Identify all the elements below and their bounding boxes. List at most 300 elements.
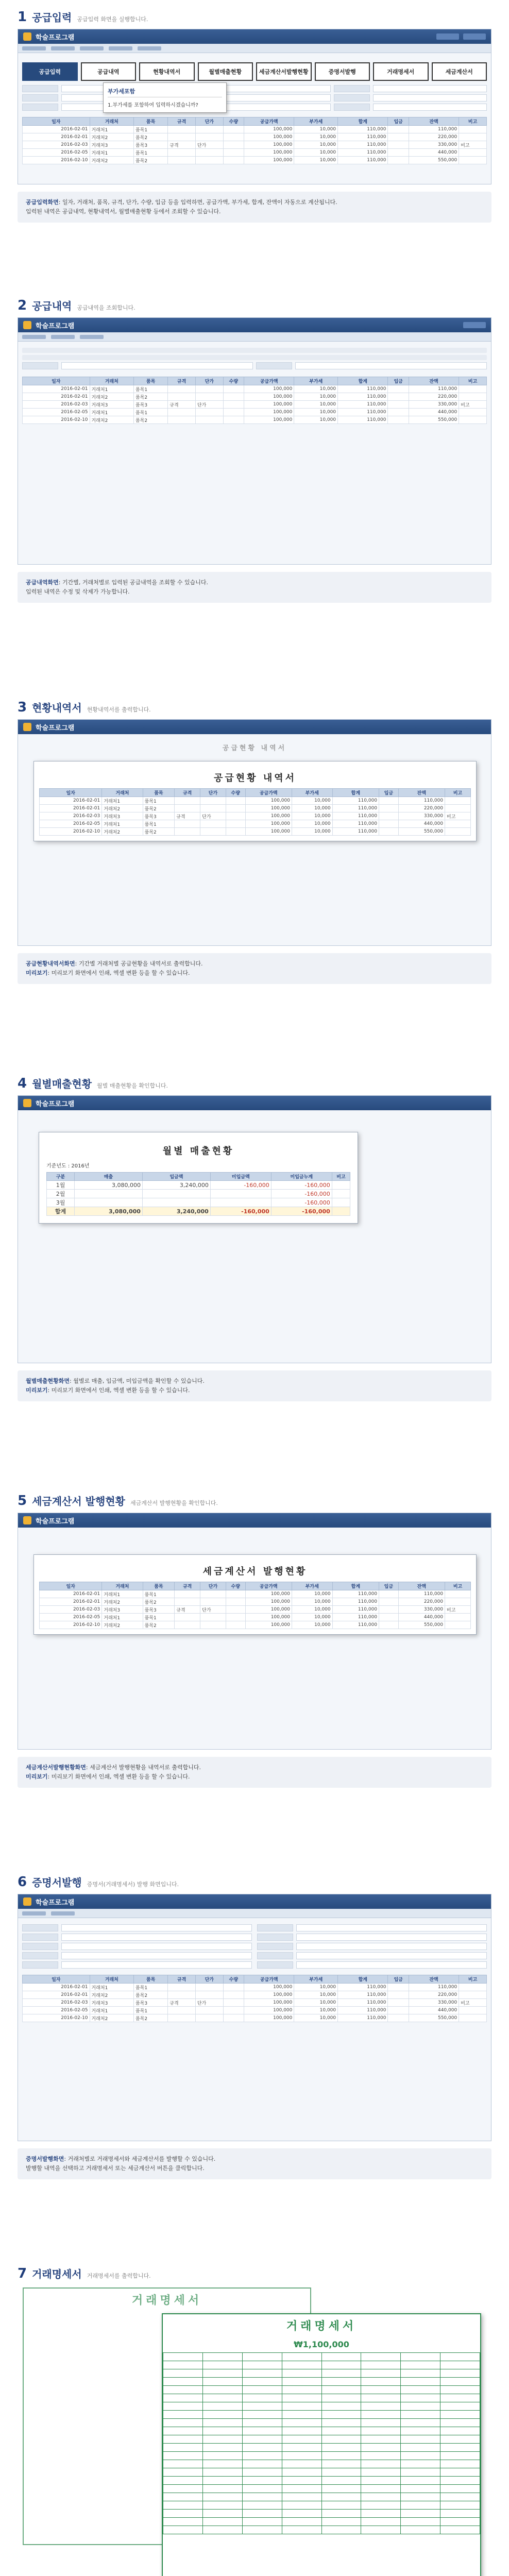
table-cell [459,133,487,141]
table-cell: 2월 [47,1190,75,1198]
table-cell: 100,000 [244,133,294,141]
table-row[interactable] [40,805,471,812]
table-cell: 440,000 [409,409,459,416]
form-cell [321,2353,361,2361]
top-button[interactable] [463,33,486,40]
column-header[interactable]: 잔액 [409,117,459,126]
form-cell [242,2444,282,2452]
form-cell [401,2526,440,2534]
column-header[interactable]: 품목 [133,117,167,126]
menu-item[interactable] [80,46,104,50]
table-cell: 품목1 [143,797,175,805]
form-cell [401,2452,440,2460]
description-box [18,572,491,603]
form-cell [242,2411,282,2419]
section-number: 4 [18,1076,27,1091]
report-period: 기준년도 : 2016년 [46,1163,90,1169]
description-box [18,192,491,223]
column-header[interactable]: 합계 [338,377,388,385]
menu-item[interactable] [22,1911,46,1916]
table-row[interactable] [40,1614,471,1621]
column-header[interactable]: 비고 [459,117,487,126]
column-header[interactable]: 합계 [332,789,379,797]
table-cell: 330,000 [409,1999,459,2007]
table-cell: 440,000 [409,149,459,157]
column-header[interactable]: 공급가액 [245,1582,292,1590]
table-row[interactable] [23,1999,487,2007]
table-cell: 110,000 [332,1606,379,1614]
form-cell [361,2419,401,2427]
table-row[interactable] [23,1991,487,1999]
column-header[interactable]: 일자 [40,789,102,797]
form-cell [282,2378,321,2386]
table-row[interactable] [23,416,487,424]
app-window [18,719,491,946]
table-row[interactable] [23,393,487,401]
table-cell [200,797,226,805]
report-preview [33,1554,477,1635]
form-cell [401,2518,440,2526]
input-field[interactable] [296,1943,487,1950]
table-cell: 10,000 [292,820,332,828]
table-cell [168,409,196,416]
table-row[interactable] [40,1598,471,1606]
form-cell [282,2485,321,2493]
column-header[interactable]: 수량 [223,1975,244,1984]
table-row[interactable] [23,1984,487,1991]
table-cell: 2016-02-03 [23,141,90,149]
table-cell: 550,000 [409,157,459,164]
table-cell: 3월 [47,1198,75,1207]
section-header [18,690,491,716]
form-cell [163,2427,203,2435]
monthly-grid [46,1172,350,1216]
form-cell [361,2444,401,2452]
table-cell: 110,000 [338,401,388,409]
input-field[interactable] [61,362,253,369]
form-cell [401,2501,440,2510]
column-header[interactable]: 일자 [23,1975,90,1984]
table-row[interactable] [23,133,487,141]
report-preview [39,1132,358,1224]
form-cell [361,2411,401,2419]
table-row[interactable] [23,409,487,416]
tab-tax-invoice[interactable]: 세금계산서 [432,62,487,81]
form-cell [202,2353,242,2361]
section-header [18,2257,491,2282]
table-cell: 110,000 [338,149,388,157]
table-cell: 110,000 [332,1598,379,1606]
table-row[interactable] [40,812,471,820]
column-header[interactable]: 잔액 [409,377,459,385]
table-cell: 100,000 [245,1606,292,1614]
supply-grid [22,117,487,164]
table-row[interactable] [23,385,487,393]
input-field[interactable] [296,1934,487,1941]
table-cell: 2016-02-01 [23,126,90,133]
tab-tax-invoice-status[interactable]: 세금계산서발행현황 [256,62,312,81]
table-cell: 100,000 [245,1614,292,1621]
column-header[interactable]: 단가 [200,1582,226,1590]
table-cell: 품목1 [143,1590,175,1598]
tab-status-report[interactable]: 현황내역서 [139,62,195,81]
table-row[interactable] [23,401,487,409]
menu-item[interactable] [80,335,104,339]
column-header[interactable]: 규격 [175,789,200,797]
table-cell: 110,000 [338,141,388,149]
table-cell: 100,000 [244,1999,294,2007]
input-field[interactable] [61,1952,252,1959]
input-field[interactable] [217,104,331,111]
column-header[interactable]: 비고 [445,789,471,797]
statement-title: 거래명세서 [286,2320,357,2333]
input-field[interactable] [295,362,487,369]
column-header[interactable]: 거래처 [102,1582,143,1590]
table-cell: 550,000 [398,1621,445,1629]
table-cell [223,2014,244,2022]
desc-label: 월별매출현황화면 [26,1378,70,1384]
column-header[interactable]: 입금 [388,117,409,126]
top-button[interactable] [436,33,459,40]
table-cell: 10,000 [292,812,332,820]
table-cell [332,1181,350,1190]
form-cell [440,2452,480,2460]
column-header[interactable]: 규격 [168,377,196,385]
report-title: 월별 매출현황 [162,1146,234,1157]
table-cell [168,416,196,424]
form-cell [440,2386,480,2394]
form-cell [321,2518,361,2526]
top-button[interactable] [463,322,486,328]
table-cell: 단가 [195,1999,223,2007]
table-cell: 10,000 [294,416,338,424]
table-cell [226,812,245,820]
table-cell [379,1598,399,1606]
table-row[interactable] [23,149,487,157]
menu-item[interactable] [138,46,161,50]
column-header[interactable]: 잔액 [409,1975,459,1984]
column-header[interactable]: 거래처 [90,377,133,385]
column-header[interactable]: 일자 [23,117,90,126]
table-cell: 10,000 [292,1590,332,1598]
column-header[interactable]: 잔액 [398,1582,445,1590]
menu-item[interactable] [109,46,132,50]
form-cell [163,2419,203,2427]
table-row[interactable] [40,1606,471,1614]
table-cell: 10,000 [294,2014,338,2022]
column-header[interactable]: 공급가액 [244,377,294,385]
form-cell [440,2501,480,2510]
form-cell [361,2369,401,2378]
form-cell [321,2435,361,2444]
tab-monthly-sales[interactable]: 월별매출현황 [198,62,253,81]
form-cell [163,2518,203,2526]
table-cell [195,385,223,393]
form-cell [163,2452,203,2460]
table-cell: 100,000 [245,1598,292,1606]
table-row[interactable] [23,141,487,149]
column-header[interactable]: 입금 [379,1582,399,1590]
table-cell: 110,000 [398,1590,445,1598]
column-header[interactable]: 거래처 [90,117,133,126]
section-number: 6 [18,1874,27,1890]
table-cell: 10,000 [292,797,332,805]
table-cell: 110,000 [409,385,459,393]
table-row[interactable] [23,157,487,164]
column-header[interactable]: 입금 [388,377,409,385]
column-header[interactable]: 단가 [200,789,226,797]
table-cell [200,828,226,836]
input-field[interactable] [296,1952,487,1959]
table-cell: 품목3 [143,812,175,820]
form-cell [202,2501,242,2510]
table-cell: 100,000 [245,820,292,828]
menu-bar [18,1909,491,1918]
column-header[interactable]: 규격 [175,1582,200,1590]
table-cell [445,805,471,812]
column-header[interactable]: 부가세 [294,1975,338,1984]
table-cell: 110,000 [338,385,388,393]
input-field[interactable] [61,1924,252,1931]
form-cell [242,2468,282,2477]
tab-statement[interactable]: 거래명세서 [373,62,429,81]
form-cell [321,2460,361,2468]
table-cell [459,126,487,133]
table-cell [200,820,226,828]
column-header[interactable]: 부가세 [292,1582,332,1590]
input-field[interactable] [296,1924,487,1931]
column-header[interactable]: 공급가액 [244,1975,294,1984]
form-cell [361,2468,401,2477]
app-logo: 학술프로그램 [36,1517,75,1526]
table-cell [388,393,409,401]
column-header[interactable]: 단가 [195,377,223,385]
table-cell [175,1614,200,1621]
column-header[interactable]: 합계 [332,1582,379,1590]
table-cell [195,1984,223,1991]
column-header[interactable]: 규격 [168,1975,196,1984]
form-cell [202,2378,242,2386]
table-cell [195,157,223,164]
input-field[interactable] [217,85,331,92]
column-header[interactable]: 부가세 [294,377,338,385]
table-cell: 규격 [168,141,196,149]
column-header[interactable]: 비고 [445,1582,471,1590]
section-subtitle: 증명서(거래명세서) 발행 화면입니다. [87,1881,179,1888]
column-header[interactable]: 품목 [143,789,175,797]
menu-item[interactable] [51,46,75,50]
table-row[interactable] [23,126,487,133]
desc-text: : 거래처별로 거래명세서와 세금계산서를 발행할 수 있습니다. [64,2156,216,2162]
column-header[interactable]: 부가세 [294,117,338,126]
section-subtitle: 공급입력 화면을 실행합니다. [77,16,148,23]
form-cell [321,2501,361,2510]
table-cell [445,1621,471,1629]
column-header[interactable]: 품목 [143,1582,175,1590]
column-header[interactable]: 부가세 [292,789,332,797]
form-row [163,2444,480,2452]
column-header[interactable]: 비고 [459,1975,487,1984]
tab-certificate[interactable]: 증명서발행 [315,62,370,81]
form-cell [440,2427,480,2435]
table-row[interactable] [40,1590,471,1598]
form-row [163,2411,480,2419]
table-cell [195,2014,223,2022]
table-row[interactable] [40,797,471,805]
table-cell: 220,000 [398,1598,445,1606]
table-cell: 100,000 [245,1621,292,1629]
form-cell [401,2510,440,2518]
form-cell [242,2518,282,2526]
column-header[interactable]: 수량 [223,117,244,126]
column-header[interactable]: 규격 [168,117,196,126]
table-cell: 110,000 [332,1614,379,1621]
table-cell: 2016-02-10 [40,1621,102,1629]
form-cell [361,2501,401,2510]
table-cell [223,1991,244,1999]
column-header[interactable]: 공급가액 [245,789,292,797]
column-header[interactable]: 일자 [23,377,90,385]
table-row[interactable] [23,2014,487,2022]
column-header: 구분 [47,1173,75,1181]
input-field[interactable] [61,1961,252,1969]
table-cell: 10,000 [292,1621,332,1629]
table-cell: 110,000 [338,2014,388,2022]
column-header[interactable]: 품목 [133,377,167,385]
table-cell [226,1598,245,1606]
table-cell [445,1590,471,1598]
form-cell [202,2526,242,2534]
table-cell: 110,000 [332,812,379,820]
input-field[interactable] [373,104,487,111]
form-cell [361,2518,401,2526]
form-cell [163,2510,203,2518]
section-subtitle: 세금계산서 발행현황을 확인합니다. [130,1500,218,1506]
table-row[interactable] [23,2007,487,2014]
tab-supply-input[interactable]: 공급입력 [22,62,78,81]
column-header[interactable]: 비고 [459,377,487,385]
table-cell: 품목2 [133,133,167,141]
column-header[interactable]: 수량 [226,1582,245,1590]
input-field[interactable] [217,94,331,101]
table-cell: 100,000 [244,409,294,416]
table-cell [226,828,245,836]
column-header[interactable]: 거래처 [102,789,143,797]
form-cell [282,2353,321,2361]
table-cell: 2016-02-05 [23,2007,90,2014]
column-header[interactable]: 수량 [226,789,245,797]
column-header[interactable]: 품목 [133,1975,167,1984]
table-cell: 2016-02-01 [23,133,90,141]
column-header[interactable]: 공급가액 [244,117,294,126]
table-cell: 330,000 [409,401,459,409]
tab-supply-list[interactable]: 공급내역 [81,62,137,81]
table-cell: 품목2 [133,416,167,424]
app-window [18,1513,491,1750]
form-cell [321,2419,361,2427]
form-cell [163,2526,203,2534]
menu-item[interactable] [22,335,46,339]
input-field[interactable] [296,1961,487,1969]
table-cell: 품목1 [143,1614,175,1621]
form-cell [321,2526,361,2534]
form-cell [440,2435,480,2444]
form-cell [401,2435,440,2444]
column-header[interactable]: 단가 [195,117,223,126]
column-header[interactable]: 입금 [379,789,399,797]
form-cell [163,2402,203,2411]
table-row[interactable] [40,820,471,828]
table-row[interactable] [40,1621,471,1629]
input-field[interactable] [61,1934,252,1941]
column-header[interactable]: 일자 [40,1582,102,1590]
popup-title: 부가세포함 [108,87,222,97]
column-header[interactable]: 합계 [338,1975,388,1984]
section-subtitle: 공급내역을 조회합니다. [77,304,135,311]
input-field[interactable] [61,1943,252,1950]
menu-item[interactable] [22,46,46,50]
table-cell [223,1984,244,1991]
form-cell [440,2518,480,2526]
form-cell [163,2477,203,2485]
table-cell: 2016-02-03 [23,401,90,409]
table-row[interactable] [40,828,471,836]
app-logo: 학술프로그램 [36,322,75,330]
table-cell [388,416,409,424]
menu-item[interactable] [51,335,75,339]
app-titlebar [18,1513,491,1528]
table-cell [388,2007,409,2014]
form-cell [202,2369,242,2378]
table-cell [175,1590,200,1598]
table-cell [168,385,196,393]
table-cell: 110,000 [409,1984,459,1991]
form-cell [401,2485,440,2493]
table-cell: 330,000 [398,812,445,820]
table-cell: 330,000 [409,141,459,149]
input-field[interactable] [373,85,487,92]
column-header[interactable]: 입금 [388,1975,409,1984]
table-cell: 10,000 [294,1991,338,1999]
table-cell: 2016-02-01 [40,1598,102,1606]
table-cell [388,133,409,141]
form-cell [242,2460,282,2468]
description-box [18,1370,491,1401]
table-cell [379,1606,399,1614]
column-header[interactable]: 수량 [223,377,244,385]
form-cell [202,2518,242,2526]
column-header[interactable]: 단가 [195,1975,223,1984]
menu-item[interactable] [51,1911,75,1916]
desc-text-2: 발행할 내역을 선택하고 거래명세서 또는 세금계산서 버튼을 클릭합니다. [26,2165,205,2172]
column-header[interactable]: 잔액 [398,789,445,797]
form-cell [282,2419,321,2427]
table-cell: 품목2 [143,805,175,812]
description-box [18,1757,491,1788]
table-cell [388,141,409,149]
table-cell: 거래처1 [102,1614,143,1621]
column-header[interactable]: 거래처 [90,1975,133,1984]
input-field[interactable] [373,94,487,101]
form-cell [202,2411,242,2419]
section-statement [0,2257,509,2576]
table-cell: 110,000 [338,393,388,401]
column-header[interactable]: 합계 [338,117,388,126]
desc-label-2: 미리보기 [26,970,48,976]
table-cell: 품목1 [133,149,167,157]
table-cell: 110,000 [332,1590,379,1598]
table-cell: 단가 [200,1606,226,1614]
